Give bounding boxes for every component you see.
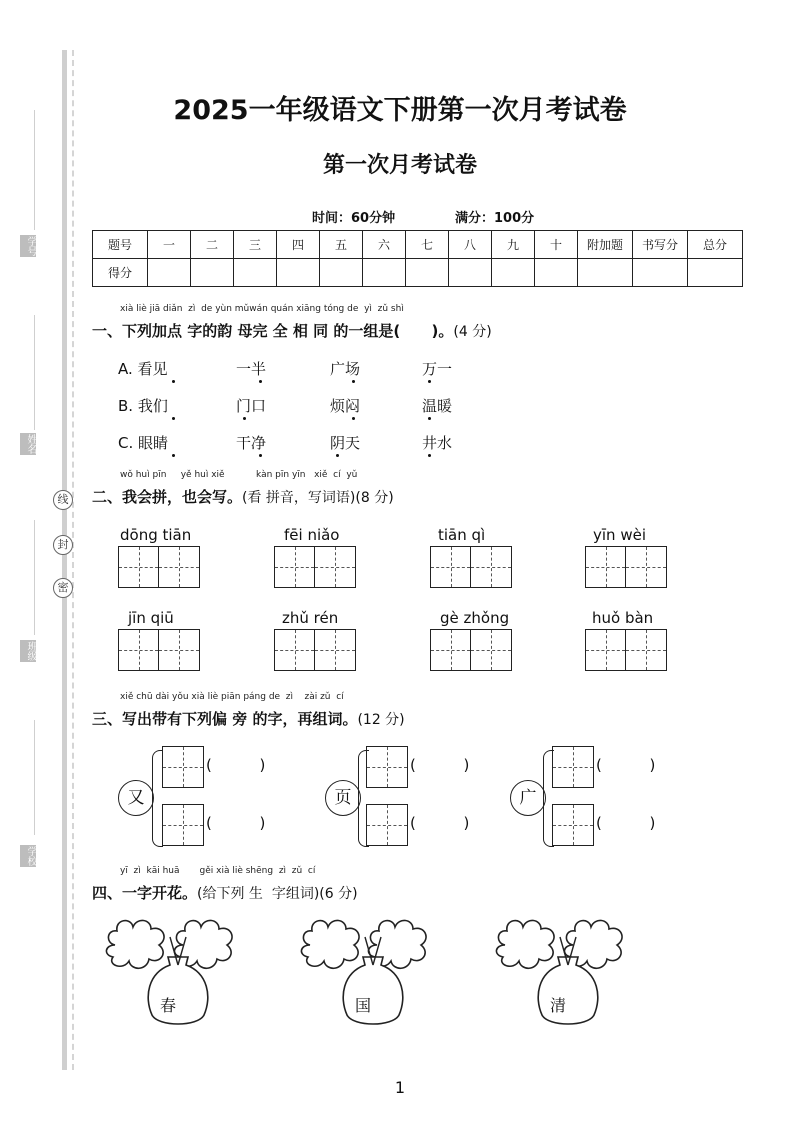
table-cell: 三: [234, 231, 277, 259]
q2-title-text: 二、我会拼，也会写。: [92, 488, 243, 506]
emphasis-dot: [428, 454, 431, 457]
table-cell: 二: [191, 231, 234, 259]
word-blank[interactable]: ( ): [410, 756, 470, 774]
q3-title: [92, 708, 405, 729]
write-char-box[interactable]: [366, 804, 408, 846]
writing-cell[interactable]: [159, 547, 199, 587]
full-score: 满分：100分: [455, 211, 535, 226]
side-label-name: 姓名: [20, 433, 36, 455]
q3-title-text: 三、写出带有下列偏 旁 的字，再组词。: [92, 710, 358, 728]
writing-cell[interactable]: [431, 630, 471, 670]
q1-option-a-label: A. 看见: [118, 360, 168, 378]
score-entry-cell[interactable]: [688, 259, 743, 287]
score-table-score-row: [93, 259, 743, 287]
q2-subtitle: (看 拼音，写词语)(8 分): [242, 490, 394, 506]
write-char-box[interactable]: [552, 746, 594, 788]
q2-title: [92, 486, 394, 507]
score-entry-cell[interactable]: [449, 259, 492, 287]
q1-option-word: 一半: [236, 360, 267, 378]
emphasis-dot: [259, 380, 262, 383]
write-char-box[interactable]: [162, 746, 204, 788]
vase-flowers-illustration: [95, 915, 715, 1025]
score-entry-cell[interactable]: [234, 259, 277, 287]
score-entry-cell[interactable]: [320, 259, 363, 287]
word-blank[interactable]: ( ): [410, 814, 470, 832]
q2-pinyin-item: zhǔ rén: [282, 609, 339, 627]
table-cell: 十: [535, 231, 578, 259]
writing-cell[interactable]: [315, 547, 355, 587]
emphasis-dot: [243, 417, 246, 420]
table-cell: 四: [277, 231, 320, 259]
q4-title-text: 四、一字开花。: [92, 884, 198, 902]
score-entry-cell[interactable]: [277, 259, 320, 287]
score-entry-cell[interactable]: [492, 259, 535, 287]
score-table: [92, 230, 743, 287]
q2-pinyin-item: fēi niǎo: [284, 526, 340, 544]
side-fill-line: [34, 520, 35, 635]
score-entry-cell[interactable]: [191, 259, 234, 287]
radical-flower: 广: [510, 780, 546, 816]
table-cell: 五: [320, 231, 363, 259]
writing-cell[interactable]: [471, 547, 511, 587]
emphasis-dot: [428, 417, 431, 420]
vase-character: 清: [549, 996, 566, 1015]
q3-score: (12 分): [357, 712, 405, 728]
table-cell: 附加题: [578, 231, 633, 259]
q2-pinyin: wǒ huì pīn yě huì xiě kàn pīn yīn xiě cí yǔ: [120, 470, 358, 480]
word-blank[interactable]: ( ): [206, 756, 266, 774]
tianzige-grid[interactable]: [118, 629, 200, 671]
q1-option-word: 烦闷: [330, 397, 361, 415]
score-entry-cell[interactable]: [406, 259, 449, 287]
q2-pinyin-item: gè zhǒng: [440, 609, 510, 627]
emphasis-dot: [352, 417, 355, 420]
writing-cell[interactable]: [431, 547, 471, 587]
vase-character: 国: [354, 996, 371, 1015]
emphasis-dot: [172, 380, 175, 383]
emphasis-dot: [428, 380, 431, 383]
q1-option-word: 门口: [236, 397, 267, 415]
writing-cell[interactable]: [275, 547, 315, 587]
table-cell: 八: [449, 231, 492, 259]
q1-pinyin: xià liè jiā diǎn zì de yùn mǔwán quán xiāng tóng de yì zǔ shì: [120, 304, 404, 314]
writing-cell[interactable]: [586, 630, 626, 670]
seal-char-line: 线: [53, 490, 73, 510]
table-cell: 书写分: [633, 231, 688, 259]
radical-flower: 页: [325, 780, 361, 816]
q1-option-word: 万一: [422, 360, 453, 378]
q1-option-b-label: B. 我们: [118, 397, 168, 415]
q1-score: (4 分): [453, 324, 492, 340]
score-table-header-row: [93, 231, 743, 259]
writing-cell[interactable]: [626, 547, 666, 587]
q1-option-word: 干净: [236, 434, 267, 452]
tianzige-grid[interactable]: [118, 546, 200, 588]
tianzige-grid[interactable]: [585, 546, 667, 588]
tianzige-grid[interactable]: [274, 629, 356, 671]
emphasis-dot: [259, 454, 262, 457]
radical-flower: 又: [118, 780, 154, 816]
write-char-box[interactable]: [366, 746, 408, 788]
vase-character: 春: [159, 996, 176, 1015]
score-entry-cell[interactable]: [578, 259, 633, 287]
score-entry-cell[interactable]: [633, 259, 688, 287]
table-cell: 一: [148, 231, 191, 259]
word-blank[interactable]: ( ): [206, 814, 266, 832]
word-blank[interactable]: ( ): [596, 814, 656, 832]
q2-pinyin-item: dōng tiān: [120, 526, 192, 544]
q1-option-word: 广场: [330, 360, 361, 378]
writing-cell[interactable]: [471, 630, 511, 670]
word-blank[interactable]: ( ): [596, 756, 656, 774]
q1-option-c-label: C. 眼睛: [118, 434, 169, 452]
write-char-box[interactable]: [162, 804, 204, 846]
q2-pinyin-item: huǒ bàn: [592, 609, 654, 627]
q1-option-word: 阴天: [330, 434, 361, 452]
writing-cell[interactable]: [626, 630, 666, 670]
emphasis-dot: [172, 454, 175, 457]
writing-cell[interactable]: [315, 630, 355, 670]
q1-title: [92, 320, 492, 341]
emphasis-dot: [352, 380, 355, 383]
table-cell: 九: [492, 231, 535, 259]
q2-pinyin-item: yīn wèi: [593, 526, 646, 544]
page-number: 1: [394, 1078, 406, 1097]
writing-cell[interactable]: [119, 547, 159, 587]
tianzige-grid[interactable]: [274, 546, 356, 588]
table-cell: 六: [363, 231, 406, 259]
q1-option-word: 温暖: [422, 397, 453, 415]
q1-title-text: 一、下列加点 字的韵 母完 全 相 同 的一组是( )。: [92, 322, 454, 340]
table-cell: 七: [406, 231, 449, 259]
side-label-class: 班级: [20, 640, 36, 662]
side-fill-line: [34, 315, 35, 430]
tianzige-grid[interactable]: [585, 629, 667, 671]
score-entry-cell[interactable]: [363, 259, 406, 287]
binding-line: [62, 50, 67, 1070]
q1-option-word: 井水: [422, 434, 453, 452]
score-entry-cell[interactable]: [535, 259, 578, 287]
table-cell: 题号: [93, 231, 148, 259]
seal-char-secret: 密: [53, 578, 73, 598]
side-label-school: 学校: [20, 845, 36, 867]
side-label-student-id: 学号: [20, 235, 36, 257]
tianzige-grid[interactable]: [430, 629, 512, 671]
write-char-box[interactable]: [552, 804, 594, 846]
q2-pinyin-item: tiān qì: [438, 526, 486, 544]
q4-title: [92, 882, 358, 903]
writing-cell[interactable]: [586, 547, 626, 587]
q4-pinyin: yī zì kāi huā gěi xià liè shēng zì zǔ cí: [120, 866, 316, 876]
emphasis-dot: [172, 417, 175, 420]
side-fill-line: [34, 720, 35, 835]
tianzige-grid[interactable]: [430, 546, 512, 588]
seal-char-seal: 封: [53, 535, 73, 555]
writing-cell[interactable]: [159, 630, 199, 670]
score-entry-cell[interactable]: [148, 259, 191, 287]
document-subtitle: 第一次月考试卷: [322, 153, 477, 178]
writing-cell[interactable]: [275, 630, 315, 670]
binding-dashed-line: [72, 50, 74, 1070]
table-cell: 总分: [688, 231, 743, 259]
document-title: 2025一年级语文下册第一次月考试卷: [173, 95, 627, 126]
q3-pinyin: xiě chū dài yǒu xià liè piān páng de zì zài zǔ cí: [120, 692, 344, 702]
table-cell: 得分: [93, 259, 148, 287]
q4-subtitle: (给下列 生 字组词)(6 分): [197, 886, 358, 902]
exam-time: 时间：60分钟: [312, 211, 396, 226]
emphasis-dot: [336, 454, 339, 457]
q2-pinyin-item: jīn qiū: [128, 609, 174, 627]
writing-cell[interactable]: [119, 630, 159, 670]
